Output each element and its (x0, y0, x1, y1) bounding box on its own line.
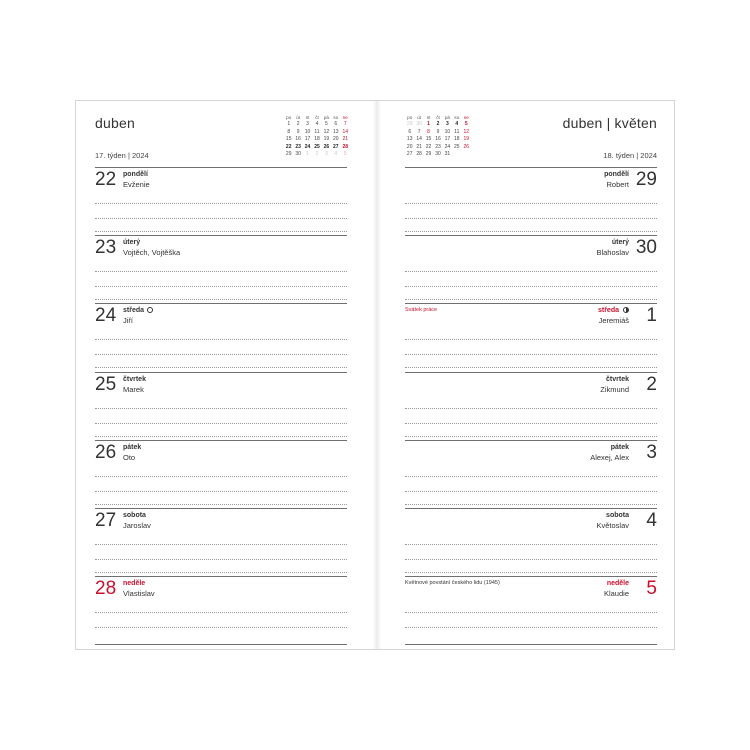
right-page (405, 101, 657, 649)
day-number: 23 (95, 237, 117, 259)
dotted-line (405, 354, 657, 355)
half-moon-icon (623, 307, 629, 313)
day-row-sunday[interactable] (95, 576, 347, 644)
day-number: 1 (646, 305, 657, 327)
mini-calendar-row: 27 28 29 30 31 (406, 151, 451, 158)
mini-calendar-row: 6 7 8 9 10 11 12 (408, 128, 470, 135)
dotted-line (95, 203, 347, 204)
day-row[interactable] (95, 235, 347, 303)
dotted-line (405, 339, 657, 340)
day-number: 2 (646, 373, 657, 395)
name-day: Zikmund (600, 384, 629, 394)
dotted-line (405, 271, 657, 272)
dotted-line (405, 504, 657, 505)
weekday-label: čtvrtek (606, 375, 629, 383)
day-row[interactable] (405, 372, 657, 440)
day-number: 25 (95, 373, 117, 395)
name-day: Blahoslav (596, 248, 629, 258)
dotted-line (95, 559, 347, 560)
mini-calendar-header: po út st čt pá so ne (407, 115, 469, 120)
mini-calendar-header: po út st čt pá so ne (286, 115, 348, 120)
weekday-label: pátek (123, 443, 142, 451)
dotted-line (95, 286, 347, 287)
weekday-label: úterý (123, 239, 141, 247)
week-label: 18. týden | 2024 (603, 151, 657, 160)
weekday-label: neděle (606, 580, 629, 588)
dotted-line (95, 436, 347, 437)
dotted-line (405, 218, 657, 219)
dotted-line (405, 544, 657, 545)
name-day: Vojtěch, Vojtěška (123, 248, 181, 258)
dotted-line (95, 231, 347, 232)
name-day: Vlastislav (123, 589, 155, 599)
name-day: Klaudie (603, 589, 629, 599)
mini-calendar-row: 15 16 17 18 19 20 21 (285, 136, 349, 143)
dotted-line (405, 423, 657, 424)
mini-calendar (284, 114, 350, 158)
mini-calendar-row: 1 2 3 4 5 6 7 (287, 121, 347, 128)
day-number: 26 (95, 441, 117, 463)
weekday-label: středa (598, 307, 629, 314)
dotted-line (405, 367, 657, 368)
day-list (95, 167, 347, 644)
weekday-label: pondělí (604, 171, 629, 178)
day-number: 30 (635, 237, 657, 259)
mini-calendar-row-current-week: 29 30 1 2 3 4 5 (406, 121, 468, 128)
name-day: Marek (123, 384, 144, 394)
mini-calendar-row: 29 30 1 2 3 4 5 (285, 151, 347, 158)
day-number: 27 (95, 509, 117, 531)
name-day: Jaroslav (123, 520, 151, 530)
dotted-line (95, 339, 347, 340)
dotted-line (405, 559, 657, 560)
day-row[interactable] (405, 235, 657, 303)
dotted-line (95, 299, 347, 300)
weekday-label: pátek (610, 443, 629, 451)
mini-calendar (405, 114, 471, 158)
mini-calendar-row: 13 14 15 16 17 18 19 (406, 136, 470, 143)
dotted-line (405, 436, 657, 437)
day-number: 4 (646, 509, 657, 531)
holiday-label: Svátek práce (405, 307, 438, 314)
day-row[interactable] (95, 508, 347, 576)
weekday-label: pondělí (123, 171, 148, 178)
mini-calendar-row-current-week: 22 23 24 25 26 27 28 (285, 143, 349, 150)
dotted-line (405, 408, 657, 409)
day-number: 5 (646, 578, 657, 600)
day-row[interactable] (95, 303, 347, 371)
day-row-holiday[interactable] (405, 303, 657, 371)
full-moon-icon (147, 307, 153, 313)
dotted-line (405, 627, 657, 628)
dotted-line (95, 612, 347, 613)
dotted-line (95, 627, 347, 628)
day-number: 22 (95, 169, 117, 190)
name-day: Evženie (123, 180, 150, 189)
dotted-line (95, 491, 347, 492)
day-row[interactable] (95, 440, 347, 508)
bottom-rule (405, 644, 657, 645)
dotted-line (405, 231, 657, 232)
dotted-line (405, 203, 657, 204)
day-row[interactable] (405, 508, 657, 576)
dotted-line (95, 367, 347, 368)
mini-calendar-row: 8 9 10 11 12 13 14 (287, 128, 349, 135)
dotted-line (95, 544, 347, 545)
day-row[interactable] (405, 440, 657, 508)
dotted-line (95, 354, 347, 355)
weekday-label: sobota (606, 511, 629, 519)
diary-spread (75, 100, 675, 650)
weekday-label: středa (123, 307, 153, 314)
name-day: Jeremiáš (598, 316, 629, 326)
book-gutter (373, 101, 381, 649)
name-day: Robert (606, 180, 629, 189)
name-day: Jiří (123, 316, 133, 326)
dotted-line (405, 491, 657, 492)
month-title: duben (95, 115, 135, 131)
weekday-label: sobota (123, 511, 146, 519)
name-day: Květoslav (596, 520, 629, 530)
bottom-rule (95, 644, 347, 645)
dotted-line (95, 504, 347, 505)
weekday-label: úterý (611, 239, 629, 247)
left-page (95, 101, 347, 649)
mini-calendar-row: 20 21 22 23 24 25 26 (406, 143, 470, 150)
week-label: 17. týden | 2024 (95, 151, 149, 160)
dotted-line (405, 299, 657, 300)
dotted-line (405, 612, 657, 613)
dotted-line (405, 572, 657, 573)
day-row-sunday[interactable] (405, 576, 657, 644)
day-row[interactable] (405, 167, 657, 235)
name-day: Oto (123, 452, 136, 462)
dotted-line (95, 271, 347, 272)
day-list (405, 167, 657, 644)
month-title: duben | květen (562, 115, 657, 131)
day-number: 29 (635, 169, 657, 190)
weekday-label: čtvrtek (123, 375, 146, 383)
dotted-line (95, 476, 347, 477)
dotted-line (95, 408, 347, 409)
event-label: Květnové povstání českého lidu (1945) (405, 580, 500, 587)
day-number: 24 (95, 305, 117, 327)
name-day: Alexej, Alex (590, 452, 629, 462)
weekday-label: neděle (123, 580, 146, 588)
dotted-line (405, 476, 657, 477)
dotted-line (95, 423, 347, 424)
day-number: 3 (646, 441, 657, 463)
day-row[interactable] (95, 372, 347, 440)
dotted-line (405, 286, 657, 287)
day-number: 28 (95, 578, 117, 600)
day-row[interactable] (95, 167, 347, 235)
dotted-line (95, 218, 347, 219)
dotted-line (95, 572, 347, 573)
